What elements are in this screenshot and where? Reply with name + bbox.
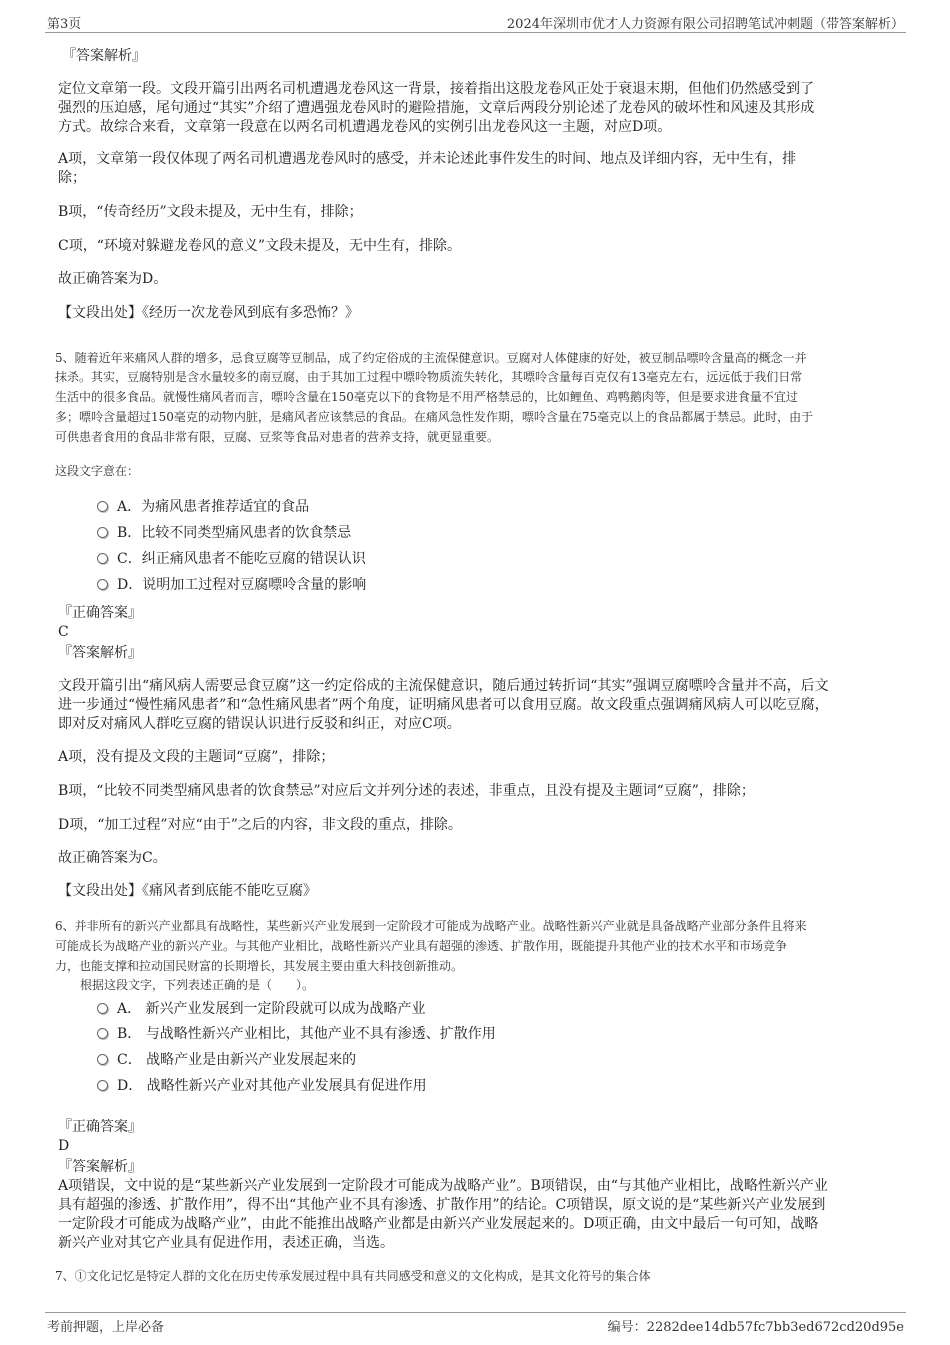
q6-stem-line: 6、并非所有的新兴产业都具有战略性，某些新兴产业发展到一定阶段才可能成为战略产业。战略性新兴产业就是具备战略产业部分条件且将来: [55, 919, 807, 933]
radio-icon[interactable]: [97, 1003, 108, 1014]
q5-analysis-heading: 『答案解析』: [58, 645, 142, 661]
page-number: 第3页: [47, 17, 82, 32]
q6-option-b[interactable]: [97, 1024, 496, 1044]
q6-analysis-line: 新兴产业对其它产业具有促进作用，表述正确，当选。: [58, 1235, 394, 1251]
radio-icon[interactable]: [97, 579, 108, 590]
q4-conclusion: 故正确答案为D。: [58, 271, 168, 287]
q4-analysis-line: 定位文章第一段。文段开篇引出两名司机遭遇龙卷风这一背景，接着指出这股龙卷风正处于衰退末期，但他们仍然感受到了: [58, 81, 814, 97]
radio-icon[interactable]: [97, 553, 108, 564]
q5-option-b[interactable]: [97, 523, 351, 543]
q4-option-a-explanation: A项，文章第一段仅体现了两名司机遭遇龙卷风时的感受，并未论述此事件发生的时间、地点及详细内容，无中生有，排: [58, 151, 797, 167]
q5-option-a-explanation: A项，没有提及文段的主题词“豆腐”，排除；: [58, 749, 335, 765]
option-label: B．比较不同类型痛风患者的饮食禁忌: [117, 525, 352, 541]
document-title: 2024年深圳市优才人力资源有限公司招聘笔试冲刺题（带答案解析）: [506, 17, 904, 32]
q5-question: 这段文字意在：: [55, 464, 140, 478]
q4-option-a-explanation: 除；: [58, 170, 86, 186]
q5-stem-line: 5、随着近年来痛风人群的增多，忌食豆腐等豆制品，成了约定俗成的主流保健意识。豆腐对人体健康的好处，被豆制品嘌呤含量高的概念一并: [55, 351, 807, 365]
q4-analysis-line: 方式。故综合来看，文章第一段意在以两名司机遭遇龙卷风的实例引出龙卷风这一主题，对应D项。: [58, 119, 672, 135]
radio-icon[interactable]: [97, 527, 108, 538]
option-label: B． 与战略性新兴产业相比，其他产业不具有渗透、扩散作用: [117, 1026, 496, 1042]
option-label: D．说明加工过程对豆腐嘌呤含量的影响: [117, 577, 367, 593]
q6-option-a[interactable]: [97, 999, 426, 1019]
q5-answer-heading: 『正确答案』: [58, 605, 142, 621]
page-header: [45, 12, 906, 33]
option-label: C．纠正痛风患者不能吃豆腐的错误认识: [117, 551, 366, 567]
option-label: A． 新兴产业发展到一定阶段就可以成为战略产业: [117, 1001, 426, 1017]
option-label: D． 战略性新兴产业对其他产业发展具有促进作用: [117, 1078, 427, 1094]
q5-analysis-line: 文段开篇引出“痛风病人需要忌食豆腐”这一约定俗成的主流保健意识，随后通过转折词“其实”强调豆腐嘌呤含量并不高，后文: [58, 678, 829, 694]
q4-option-c-explanation: C项，“环境对躲避龙卷风的意义”文段未提及，无中生有，排除。: [58, 238, 462, 254]
radio-icon[interactable]: [97, 501, 108, 512]
q5-answer: C: [58, 624, 69, 640]
q5-option-a[interactable]: [97, 497, 309, 517]
q4-analysis-line: 强烈的压迫感，尾句通过“其实”介绍了遭遇强龙卷风时的避险措施，文章后两段分别论述了龙卷风的破坏性和风速及其形成: [58, 100, 815, 116]
q4-option-b-explanation: B项，“传奇经历”文段未提及，无中生有，排除；: [58, 204, 363, 220]
q6-question: 根据这段文字，下列表述正确的是（ ）。: [80, 978, 315, 992]
option-label: A．为痛风患者推荐适宜的食品: [117, 499, 310, 515]
q5-analysis-line: 即对反对痛风人群吃豆腐的错误认识进行反驳和纠正，对应C项。: [58, 716, 461, 732]
radio-icon[interactable]: [97, 1028, 108, 1039]
q6-analysis-line: 一定阶段才可能成为战略产业”，由此不能推出战略产业都是由新兴产业发展起来的。D项正确，由文中最后一句可知，战略: [58, 1216, 819, 1232]
q6-analysis-heading: 『答案解析』: [58, 1159, 142, 1175]
q5-stem-line: 多；嘌呤含量超过150毫克的动物内脏，是痛风者应该禁忌的食品。在痛风急性发作期，嘌呤含量在75毫克以上的食品都属于禁忌。此时，由于: [55, 410, 814, 424]
q5-analysis-line: 进一步通过“慢性痛风患者”和“急性痛风患者”两个角度，证明痛风患者可以食用豆腐。故文段重点强调痛风病人可以吃豆腐，: [58, 697, 829, 713]
radio-icon[interactable]: [97, 1080, 108, 1091]
q5-source: 【文段出处】《痛风者到底能不能吃豆腐》: [58, 883, 317, 899]
q5-option-d[interactable]: [97, 575, 366, 595]
q4-analysis-heading: 『答案解析』: [62, 48, 146, 64]
q6-option-d[interactable]: [97, 1076, 427, 1096]
q5-stem-line: 抹杀。其实，豆腐特别是含水量较多的南豆腐，由于其加工过程中嘌呤物质流失转化，其嘌呤含量每百克仅有13毫克左右，远远低于我们日常: [55, 370, 803, 384]
option-label: C． 战略产业是由新兴产业发展起来的: [117, 1052, 357, 1068]
q6-stem-line: 力，也能支撑和拉动国民财富的长期增长，其发展主要由重大科技创新推动。: [55, 959, 464, 973]
q6-answer-heading: 『正确答案』: [58, 1119, 142, 1135]
q5-option-c[interactable]: [97, 549, 366, 569]
document-id: 编号：2282dee14db57fc7bb3ed672cd20d95e: [607, 1320, 904, 1335]
q6-option-c[interactable]: [97, 1050, 356, 1070]
q5-option-d-explanation: D项，“加工过程”对应“由于”之后的内容，非文段的重点，排除。: [58, 817, 462, 833]
q5-conclusion: 故正确答案为C。: [58, 850, 167, 866]
q6-stem-line: 可能成长为战略产业的新兴产业。与其他产业相比，战略性新兴产业具有超强的渗透、扩散作用，既能提升其他产业的技术水平和市场竞争: [55, 939, 788, 953]
q4-source: 【文段出处】《经历一次龙卷风到底有多恐怖？》: [58, 305, 359, 321]
footer-slogan: 考前押题，上岸必备: [47, 1320, 165, 1335]
q6-analysis-line: A项错误，文中说的是“某些新兴产业发展到一定阶段才可能成为战略产业”。B项错误，由“与其他产业相比，战略性新兴产业: [58, 1178, 828, 1194]
q6-analysis-line: 具有超强的渗透、扩散作用”，得不出“其他产业不具有渗透、扩散作用”的结论。C项错误，原文说的是“某些新兴产业发展到: [58, 1197, 826, 1213]
q7-stem: 7、①文化记忆是特定人群的文化在历史传承发展过程中具有共同感受和意义的文化构成，是其文化符号的集合体: [55, 1269, 651, 1283]
radio-icon[interactable]: [97, 1054, 108, 1065]
page-footer: [45, 1312, 906, 1335]
q5-stem-line: 可供患者食用的食品非常有限，豆腐、豆浆等食品对患者的营养支持，就更显重要。: [55, 430, 500, 444]
q6-answer: D: [58, 1138, 70, 1154]
q5-option-b-explanation: B项，“比较不同类型痛风患者的饮食禁忌”对应后文并列分述的表述，非重点，且没有提及主题词“豆腐”，排除；: [58, 783, 755, 799]
q5-stem-line: 生活中的很多食品。就慢性痛风者而言，嘌呤含量在150毫克以下的食物是不用严格禁忌的，比如鲤鱼、鸡鸭鹅肉等，但是要求进食量不宜过: [55, 390, 798, 404]
